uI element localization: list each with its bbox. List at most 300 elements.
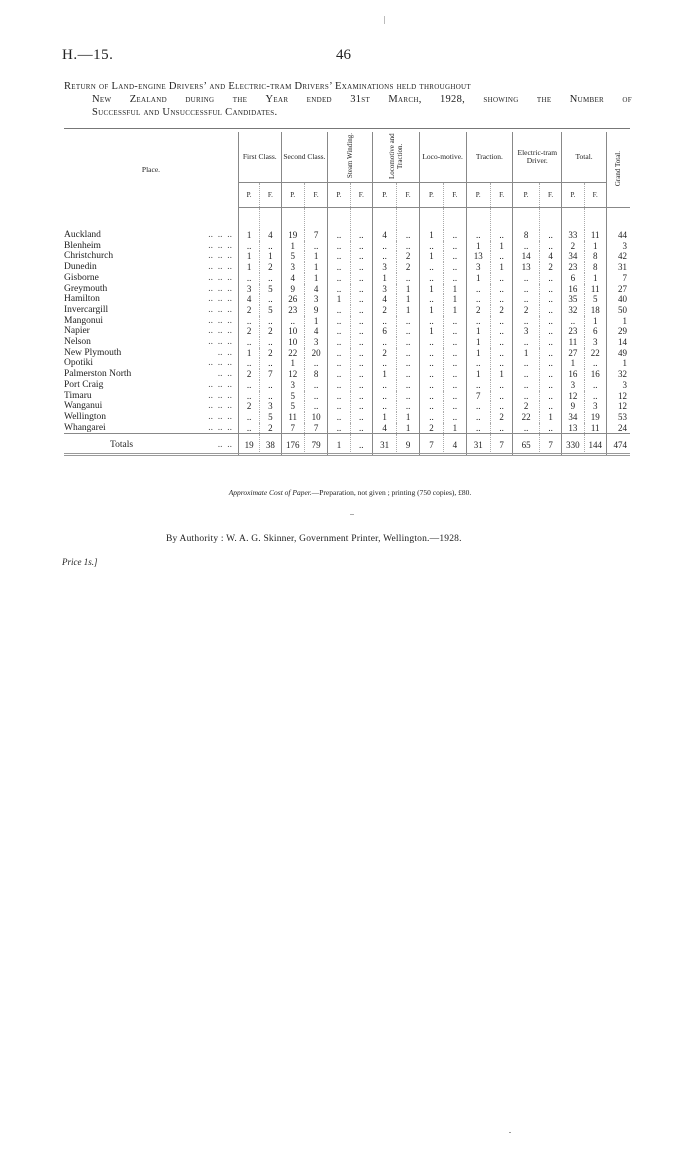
table-row	[64, 412, 630, 423]
table-cell: 5	[584, 294, 606, 305]
table-cell: 65	[513, 434, 540, 457]
table-cell: ..	[466, 316, 490, 327]
place-name: Christchurch	[64, 251, 114, 262]
place-cell	[64, 358, 238, 369]
passed-subheader: P.	[466, 183, 490, 208]
spacer-cell	[584, 208, 606, 231]
table-cell: 3	[372, 284, 396, 295]
table-row	[64, 348, 630, 359]
table-cell: ..	[444, 230, 466, 241]
table-cell: ..	[490, 284, 512, 295]
table-cell: 1	[397, 412, 419, 423]
table-cell: 3	[584, 337, 606, 348]
table-cell: ..	[419, 316, 443, 327]
table-cell: 1	[584, 273, 606, 284]
table-cell: ..	[246, 411, 252, 422]
table-cell: 5	[281, 401, 304, 412]
table-cell: ..	[490, 273, 512, 284]
passed-subheader: P.	[281, 183, 304, 208]
place-cell	[64, 423, 238, 434]
table-cell: ..	[513, 369, 540, 380]
table-cell: ..	[328, 401, 350, 412]
table-cell: 22	[584, 348, 606, 359]
table-cell: ..	[372, 251, 396, 262]
table-cell: 2	[490, 412, 512, 423]
electric-tram-header: Electric-tram Driver.	[513, 132, 562, 183]
locomotive-header: Loco-motive.	[419, 132, 466, 183]
failed-subheader: F.	[584, 183, 606, 208]
table-cell: ..	[350, 326, 372, 337]
table-cell: ..	[539, 284, 561, 295]
place-cell	[64, 241, 238, 252]
rule-under-title	[64, 128, 630, 129]
passed-subheader: P.	[562, 183, 584, 208]
table-cell: ..	[419, 337, 443, 348]
table-cell: ..	[466, 380, 490, 391]
table-cell: 7	[419, 434, 443, 457]
table-cell: ..	[539, 369, 561, 380]
title-word: of	[622, 94, 632, 105]
table-cell: 1	[328, 294, 350, 305]
table-cell: ..	[372, 316, 396, 327]
locomotive-traction-header	[372, 132, 419, 183]
leader-dots: .. .. ..	[208, 262, 232, 273]
table-cell: 22	[281, 348, 304, 359]
table-cell: 6	[372, 326, 396, 337]
table-cell: ..	[419, 369, 443, 380]
grand-total-cell: 474	[606, 434, 630, 457]
table-row	[64, 241, 630, 252]
grand-total-cell: 1	[606, 316, 630, 327]
title-word: the	[536, 94, 552, 105]
leader-dots: .. .. ..	[208, 326, 232, 337]
table-cell: 1	[466, 326, 490, 337]
table-cell: ..	[539, 337, 561, 348]
table-cell: ..	[513, 316, 540, 327]
place-cell	[64, 273, 238, 284]
passed-subheader: P.	[419, 183, 443, 208]
table-row	[64, 369, 630, 380]
grand-total-cell: 49	[606, 348, 630, 359]
table-cell: 3	[562, 380, 584, 391]
place-cell	[64, 326, 238, 337]
place-cell	[64, 230, 238, 241]
table-cell: 5	[281, 391, 304, 402]
table-cell: 1	[246, 230, 252, 240]
table-cell: ..	[444, 358, 466, 369]
table-cell: ..	[350, 423, 372, 434]
leader-dots: .. .. ..	[208, 315, 232, 326]
table-cell: ..	[328, 326, 350, 337]
table-cell: 1	[304, 262, 327, 273]
table-cell: 1	[444, 305, 466, 316]
table-cell: ..	[539, 294, 561, 305]
table-cell: 1	[490, 262, 512, 273]
place-name: Port Craig	[64, 379, 104, 390]
table-cell: 11	[584, 423, 606, 434]
place-cell	[64, 316, 238, 327]
title-line-3: Successful and Unsuccessful Candidates.	[92, 107, 278, 118]
cost-note	[0, 488, 700, 497]
table-row	[64, 230, 630, 241]
table-cell: 2	[562, 241, 584, 252]
page-number: 46	[336, 47, 351, 63]
table-cell: 13	[466, 251, 490, 262]
table-cell: ..	[490, 251, 512, 262]
table-cell: 3	[584, 401, 606, 412]
grand-total-cell: 44	[606, 230, 630, 241]
table-cell: ..	[304, 391, 327, 402]
title-word: Number	[569, 94, 605, 105]
table-cell: 16	[562, 369, 584, 380]
place-cell	[64, 348, 238, 359]
table-cell: ..	[260, 294, 281, 305]
table-cell: 1	[281, 241, 304, 252]
table-cell: 5	[260, 284, 281, 295]
table-cell: ..	[397, 401, 419, 412]
spacer-cell	[444, 208, 466, 231]
table-cell: ..	[350, 262, 372, 273]
place-name: Wanganui	[64, 401, 103, 412]
table-cell: 2	[260, 423, 281, 434]
grand-total-cell: 31	[606, 262, 630, 273]
place-name: Whangarei	[64, 422, 106, 433]
table-cell: ..	[397, 326, 419, 337]
examination-results-table	[64, 132, 630, 456]
table-cell: 19	[281, 230, 304, 241]
total-header: Total.	[562, 132, 607, 183]
table-cell: 18	[584, 305, 606, 316]
table-cell: ..	[419, 273, 443, 284]
table-cell: ..	[490, 358, 512, 369]
table-cell: 22	[513, 412, 540, 423]
grand-total-cell: 7	[606, 273, 630, 284]
spacer-cell	[513, 208, 540, 231]
table-cell: ..	[304, 241, 327, 252]
table-cell: 7	[466, 391, 490, 402]
table-cell: 7	[490, 434, 512, 457]
table-cell: ..	[466, 423, 490, 434]
place-cell	[64, 305, 238, 316]
table-cell: 2	[397, 251, 419, 262]
table-cell: 3	[372, 262, 396, 273]
table-cell: 1	[419, 326, 443, 337]
table-cell: 2	[246, 326, 252, 337]
failed-subheader: F.	[490, 183, 512, 208]
place-name: Timaru	[64, 390, 92, 401]
table-cell: ..	[490, 348, 512, 359]
table-cell: 11	[562, 337, 584, 348]
table-cell: 13	[562, 423, 584, 434]
grand-total-cell: 3	[606, 380, 630, 391]
table-cell: 27	[562, 348, 584, 359]
grand-total-cell: 3	[606, 241, 630, 252]
table-cell: ..	[584, 391, 606, 402]
place-name: Opotiki	[64, 358, 94, 369]
table-cell: ..	[539, 358, 561, 369]
table-cell: ..	[328, 284, 350, 295]
table-cell: ..	[513, 337, 540, 348]
rule-under-table-2	[64, 455, 630, 456]
leader-dots: .. .. ..	[208, 283, 232, 294]
table-cell: ..	[490, 391, 512, 402]
place-name: Auckland	[64, 230, 101, 240]
table-cell: ..	[539, 348, 561, 359]
table-title	[64, 80, 632, 119]
table-cell: ..	[397, 358, 419, 369]
table-cell: ..	[466, 284, 490, 295]
table-cell: 32	[562, 305, 584, 316]
table-cell: ..	[490, 326, 512, 337]
failed-subheader: F.	[304, 183, 327, 208]
table-cell: 3	[304, 337, 327, 348]
table-cell: 3	[513, 326, 540, 337]
title-word: ended	[306, 94, 332, 105]
title-line-1: Return of Land-engine Drivers’ and Electric-tram Drivers’ Examinations held throughout	[64, 81, 471, 92]
place-name: Palmerston North	[64, 369, 132, 380]
table-cell: ..	[419, 358, 443, 369]
failed-subheader: F.	[260, 183, 281, 208]
title-word: March,	[388, 94, 422, 105]
table-cell: ..	[490, 230, 512, 241]
table-row	[64, 358, 630, 369]
table-cell: 1	[419, 284, 443, 295]
table-cell: ..	[350, 337, 372, 348]
table-cell: ..	[513, 391, 540, 402]
table-row	[64, 380, 630, 391]
table-cell: ..	[328, 230, 350, 241]
table-cell: ..	[419, 380, 443, 391]
spacer-cell	[562, 208, 584, 231]
leader-dots: .. .. ..	[208, 379, 232, 390]
grand-total-cell: 14	[606, 337, 630, 348]
table-cell: 2	[246, 369, 252, 380]
table-row	[64, 305, 630, 316]
place-cell	[64, 369, 238, 380]
table-row	[64, 273, 630, 284]
place-name: Blenheim	[64, 240, 101, 251]
table-cell: ..	[466, 412, 490, 423]
passed-subheader: P.	[328, 183, 350, 208]
table-cell: ..	[328, 423, 350, 434]
table-cell: ..	[246, 240, 252, 251]
table-cell: 6	[562, 273, 584, 284]
table-cell: 79	[304, 434, 327, 457]
spacer-cell	[397, 208, 419, 231]
table-cell: 4	[372, 230, 396, 241]
table-cell: 12	[281, 369, 304, 380]
table-cell: 9	[281, 284, 304, 295]
rule-under-table	[64, 453, 630, 454]
table-cell: ..	[513, 380, 540, 391]
table-cell: ..	[466, 358, 490, 369]
table-cell: ..	[304, 401, 327, 412]
table-cell: ..	[466, 230, 490, 241]
grand-total-cell: 12	[606, 391, 630, 402]
failed-subheader: F.	[539, 183, 561, 208]
table-cell: ..	[246, 390, 252, 401]
table-cell: ..	[281, 316, 304, 327]
table-cell: 33	[562, 230, 584, 241]
table-cell: ..	[444, 380, 466, 391]
table-cell: 5	[281, 251, 304, 262]
place-cell	[64, 294, 238, 305]
table-cell: ..	[562, 316, 584, 327]
document-reference: H.—15.	[62, 47, 114, 63]
place-cell	[64, 401, 238, 412]
cost-note-label: Approximate Cost of Paper.	[228, 488, 312, 497]
table-cell: 1	[372, 369, 396, 380]
table-cell: 3	[246, 283, 252, 294]
table-cell: 1	[444, 423, 466, 434]
table-cell: ..	[444, 401, 466, 412]
table-cell: 4	[281, 273, 304, 284]
table-cell: ..	[444, 262, 466, 273]
table-cell: ..	[260, 358, 281, 369]
leader-dots: .. .. ..	[208, 358, 232, 369]
table-cell: ..	[350, 391, 372, 402]
second-class-header: Second Class.	[281, 132, 328, 183]
table-cell: 1	[419, 251, 443, 262]
leader-dots: .. .. ..	[208, 304, 232, 315]
leader-dots: .. .. ..	[208, 251, 232, 262]
place-cell	[64, 391, 238, 402]
table-cell: 1	[466, 273, 490, 284]
table-cell: 8	[584, 262, 606, 273]
table-cell: 8	[513, 230, 540, 241]
table-cell: ..	[490, 380, 512, 391]
table-cell: 176	[281, 434, 304, 457]
table-cell: 1	[490, 241, 512, 252]
spacer-cell	[606, 208, 630, 231]
table-cell: 2	[260, 262, 281, 273]
failed-subheader: F.	[397, 183, 419, 208]
table-cell: 14	[513, 251, 540, 262]
title-word: showing	[483, 94, 519, 105]
place-name: Greymouth	[64, 283, 108, 294]
table-cell: 34	[562, 251, 584, 262]
table-cell: ..	[419, 241, 443, 252]
table-cell: 1	[260, 251, 281, 262]
table-cell: 9	[562, 401, 584, 412]
leader-dots: .. .. ..	[208, 422, 232, 433]
table-cell: 8	[584, 251, 606, 262]
table-cell: 4	[372, 294, 396, 305]
leader-dots: .. .. ..	[208, 390, 232, 401]
table-cell: ..	[372, 337, 396, 348]
grand-total-cell: 24	[606, 423, 630, 434]
table-cell: 1	[397, 284, 419, 295]
place-name: Napier	[64, 326, 90, 337]
place-name: Hamilton	[64, 294, 100, 305]
table-row	[64, 251, 630, 262]
table-cell: ..	[444, 316, 466, 327]
table-cell: ..	[539, 380, 561, 391]
table-cell: ..	[328, 358, 350, 369]
table-cell: 11	[584, 230, 606, 241]
table-cell: ..	[490, 316, 512, 327]
table-cell: ..	[350, 401, 372, 412]
table-cell: ..	[539, 391, 561, 402]
table-cell: ..	[539, 230, 561, 241]
grand-total-cell: 53	[606, 412, 630, 423]
leader-dots: .. .. ..	[208, 411, 232, 422]
table-cell: 1	[372, 412, 396, 423]
place-cell	[64, 284, 238, 295]
table-cell: ..	[350, 358, 372, 369]
table-cell: 1	[397, 294, 419, 305]
title-word: the	[232, 94, 248, 105]
table-cell: 7	[304, 230, 327, 241]
table-cell: 1	[304, 273, 327, 284]
table-cell: ..	[350, 348, 372, 359]
table-cell: 4	[304, 326, 327, 337]
table-cell: 2	[260, 348, 281, 359]
table-cell: 1	[304, 316, 327, 327]
table-cell: ..	[490, 337, 512, 348]
leader-dots: .. .. ..	[208, 294, 232, 305]
table-row	[64, 423, 630, 434]
table-cell: ..	[328, 316, 350, 327]
steam-winding-label: Steam Winding.	[346, 133, 355, 179]
place-name: Gisborne	[64, 272, 99, 283]
table-cell: 1	[372, 273, 396, 284]
table-cell: 1	[539, 412, 561, 423]
grand-total-cell: 29	[606, 326, 630, 337]
table-cell: ..	[490, 294, 512, 305]
failed-subheader: F.	[444, 183, 466, 208]
table-cell: 3	[304, 294, 327, 305]
place-cell	[64, 251, 238, 262]
table-cell: ..	[260, 380, 281, 391]
table-cell: ..	[246, 272, 252, 283]
spacer-cell	[372, 208, 396, 231]
grand-total-cell: 12	[606, 401, 630, 412]
table-cell: 1	[419, 230, 443, 241]
leader-dots: .. ..	[217, 347, 232, 358]
table-row	[64, 262, 630, 273]
table-cell: 2	[539, 262, 561, 273]
table-cell: ..	[350, 380, 372, 391]
spacer-cell	[539, 208, 561, 231]
page-mark	[509, 1132, 511, 1133]
table-cell: 4	[372, 423, 396, 434]
table-cell: 1	[281, 358, 304, 369]
spacer-cell	[490, 208, 512, 231]
table-cell: ..	[372, 391, 396, 402]
grand-total-cell: 40	[606, 294, 630, 305]
table-cell: 10	[281, 337, 304, 348]
table-cell: 34	[562, 412, 584, 423]
printer-authority: By Authority : W. A. G. Skinner, Government Printer, Wellington.—1928.	[166, 534, 462, 544]
table-cell: ..	[246, 315, 252, 326]
table-cell: 35	[562, 294, 584, 305]
grand-total-cell: 32	[606, 369, 630, 380]
table-cell: 19	[584, 412, 606, 423]
table-cell: 2	[246, 304, 252, 315]
table-cell: 4	[260, 230, 281, 241]
grand-total-cell: 27	[606, 284, 630, 295]
table-cell: ..	[328, 380, 350, 391]
table-cell: ..	[350, 294, 372, 305]
leader-dots: .. ..	[217, 440, 232, 450]
table-cell: 1	[466, 337, 490, 348]
table-row	[64, 284, 630, 295]
spacer-cell	[238, 208, 259, 231]
table-cell: ..	[397, 337, 419, 348]
table-cell: ..	[372, 358, 396, 369]
table-cell: 4	[444, 434, 466, 457]
